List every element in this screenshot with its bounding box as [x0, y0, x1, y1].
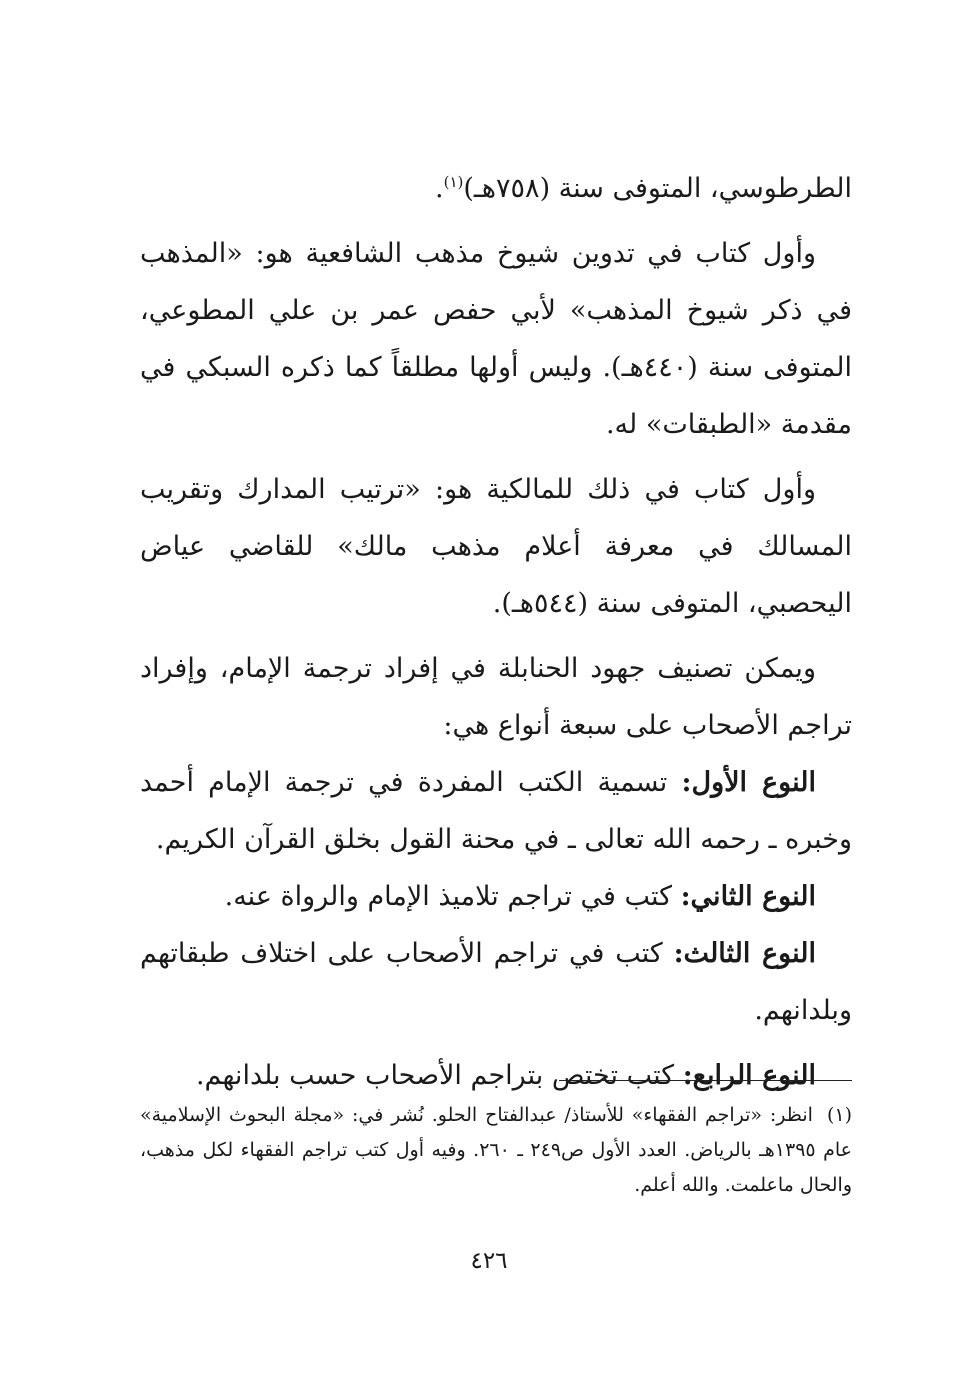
type-2-text: كتب في تراجم تلاميذ الإمام والرواة عنه.: [224, 881, 672, 912]
paragraph-1: [140, 160, 852, 217]
type-4: [140, 1047, 852, 1104]
type-2: [140, 868, 852, 925]
main-text: [140, 160, 852, 1104]
type-1-label: النوع الأول:: [681, 767, 816, 798]
footnotes: [140, 1098, 852, 1203]
footnote-divider: [559, 1080, 852, 1081]
type-3: [140, 925, 852, 1039]
footnote-1-marker: (١): [826, 1104, 852, 1126]
footnote-1-text: انظر: «تراجم الفقهاء» للأستاذ/ عبدالفتاح الحلو. نُشر في: «مجلة البحوث الإسلامية» عام ١٣٩٥هـ بالرياض. العدد الأول ص٢٤٩ ـ ٢٦٠. وفيه أول كتب تراجم الفقهاء لكل مذهب، والحال ماعلمت. والله أعلم.: [140, 1104, 852, 1196]
type-3-label: النوع الثالث:: [673, 938, 816, 969]
paragraph-4: ويمكن تصنيف جهود الحنابلة في إفراد ترجمة الإمام، وإفراد تراجم الأصحاب على سبعة أنواع هي:: [140, 653, 852, 741]
type-4-text: كتب تختص بتراجم الأصحاب حسب بلدانهم.: [195, 1060, 675, 1091]
type-1-text: تسمية الكتب المفردة في ترجمة الإمام أحمد وخبره ـ رحمه الله تعالى ـ في محنة القول بخلق القرآن الكريم.: [140, 767, 852, 855]
paragraph-2: وأول كتاب في تدوين شيوخ مذهب الشافعية هو: «المذهب في ذكر شيوخ المذهب» لأبي حفص عمر بن علي المطوعي، المتوفى سنة (٤٤٠هـ). وليس أولها مطلقاً كما ذكره السبكي في مقدمة «الطبقات» له.: [140, 238, 852, 440]
paragraph-3: وأول كتاب في ذلك للمالكية هو: «ترتيب المدارك وتقريب المسالك في معرفة أعلام مذهب مالك» للقاضي عياض اليحصبي، المتوفى سنة (٥٤٤هـ).: [140, 474, 852, 619]
paragraph-1-end: .: [434, 173, 444, 204]
type-4-label: النوع الرابع:: [682, 1060, 816, 1091]
footnote-reference: (١): [443, 173, 464, 191]
type-3-text: كتب في تراجم الأصحاب على اختلاف طبقاتهم وبلدانهم.: [140, 938, 852, 1026]
footnote-1: [140, 1098, 852, 1203]
page-number: ٤٢٦: [470, 1248, 508, 1274]
type-1: [140, 754, 852, 868]
type-2-label: النوع الثاني:: [680, 881, 816, 912]
paragraph-1-text: الطرطوسي، المتوفى سنة (٧٥٨هـ): [463, 173, 852, 204]
